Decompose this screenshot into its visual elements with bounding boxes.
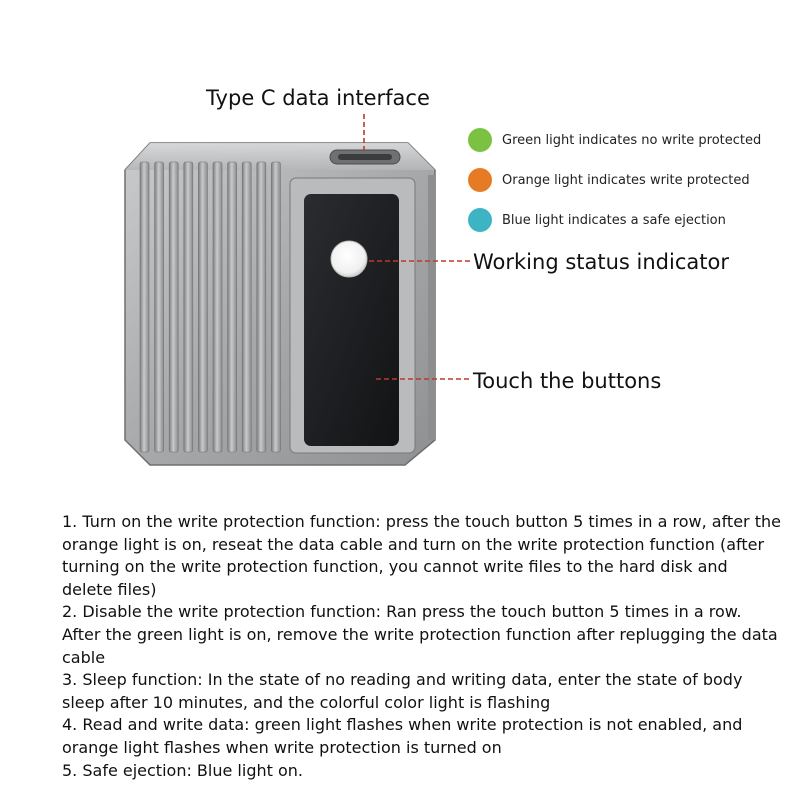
heatsink-fin: [271, 162, 280, 452]
heatsink-fin: [155, 162, 164, 452]
heatsink-fin: [140, 162, 149, 452]
blue-light-icon: [468, 208, 492, 232]
heatsink-fin: [242, 162, 251, 452]
heatsink-fin: [169, 162, 178, 452]
instruction-item: 5. Safe ejection: Blue light on.: [62, 760, 303, 780]
instruction-item: 4. Read and write data: green light flashes when write protection is not enabled, and orange light flashes when write protection is turned on: [62, 715, 743, 757]
status-led: [331, 241, 367, 277]
legend-item-orange: [468, 160, 788, 200]
touch-panel: [290, 178, 415, 453]
legend-item-blue: [468, 200, 788, 240]
heatsink-fin: [184, 162, 193, 452]
legend-item-green: [468, 120, 788, 160]
heatsink-fin: [213, 162, 222, 452]
heatsink-fin: [198, 162, 207, 452]
instructions-list: [62, 511, 782, 782]
instruction-item: 3. Sleep function: In the state of no reading and writing data, enter the state of body sleep after 10 minutes, and the colorful color light is flashing: [62, 670, 743, 712]
type-c-port: [330, 150, 400, 164]
legend-text: Orange light indicates write protected: [502, 172, 750, 188]
instruction-item: 1. Turn on the write protection function: press the touch button 5 times in a row, after the orange light is on, reseat the data cable and turn on the write protection function (after turning on the write protection function, you cannot write files to the hard disk and delete files): [62, 512, 781, 599]
green-light-icon: [468, 128, 492, 152]
touch-buttons-label: Touch the buttons: [473, 369, 662, 393]
instruction-item: 2. Disable the write protection function: Ran press the touch button 5 times in a row. After the green light is on, remove the write protection function after replugging the data cable: [62, 602, 778, 667]
legend-text: Blue light indicates a safe ejection: [502, 212, 726, 228]
heatsink-fin: [257, 162, 266, 452]
legend-text: Green light indicates no write protected: [502, 132, 762, 148]
status-indicator-label: Working status indicator: [473, 250, 729, 274]
light-legend: [468, 120, 788, 240]
heatsink-fin: [228, 162, 237, 452]
type-c-label: Type C data interface: [206, 86, 430, 110]
orange-light-icon: [468, 168, 492, 192]
